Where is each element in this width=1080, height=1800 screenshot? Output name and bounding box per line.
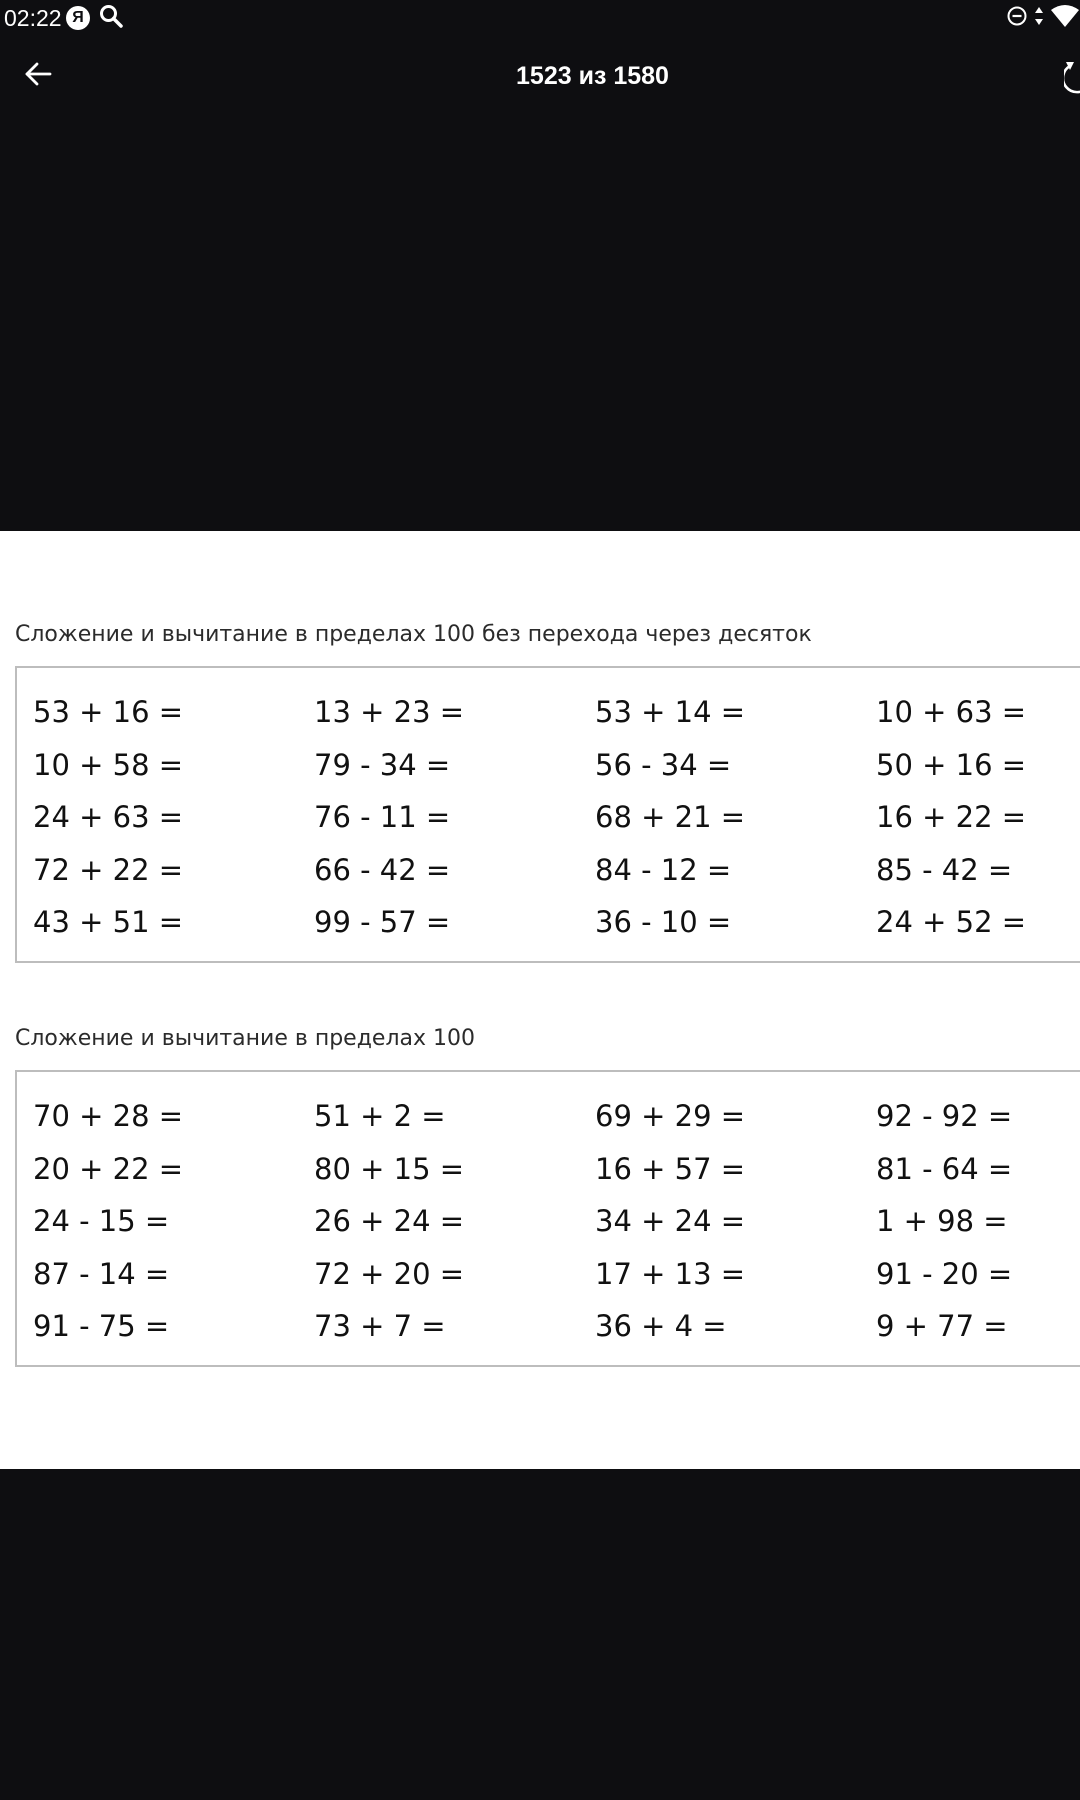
exercise: 99 - 57 = (314, 905, 451, 939)
exercise: 72 + 22 = (33, 852, 184, 887)
exercise: 76 - 11 = (314, 800, 451, 834)
wifi-icon (1050, 4, 1080, 32)
exercise: 43 + 51 = (33, 905, 184, 939)
section-title: Сложение и вычитание в пределах 100 без перехода через десяток (15, 622, 812, 647)
exercise: 50 + 16 = (876, 747, 1027, 782)
exercise: 70 + 28 = (33, 1099, 184, 1133)
exercise-box (15, 666, 1080, 963)
exercise: 16 + 57 = (595, 1151, 746, 1186)
exercise: 10 + 63 = (876, 695, 1027, 729)
exercise: 68 + 21 = (595, 800, 746, 834)
status-bar (0, 0, 1080, 36)
exercise-box (15, 1070, 1080, 1367)
exercise: 10 + 58 = (33, 747, 184, 782)
exercise: 87 - 14 = (33, 1256, 170, 1291)
exercise: 36 + 4 = (595, 1309, 727, 1343)
exercise-grid (33, 1096, 1080, 1359)
exercise: 24 + 52 = (876, 905, 1027, 939)
exercise: 24 - 15 = (33, 1204, 170, 1238)
rotate-button[interactable] (1064, 58, 1080, 98)
app-bar (0, 36, 1080, 116)
exercise: 69 + 29 = (595, 1099, 746, 1133)
exercise: 81 - 64 = (876, 1151, 1013, 1186)
exercise: 84 - 12 = (595, 852, 732, 887)
exercise: 66 - 42 = (314, 852, 451, 887)
exercise: 80 + 15 = (314, 1151, 465, 1186)
exercise: 24 + 63 = (33, 800, 184, 834)
exercise: 51 + 2 = (314, 1099, 446, 1133)
worksheet-image[interactable] (0, 531, 1080, 1469)
status-right-icons (1006, 5, 1080, 31)
exercise: 91 - 20 = (876, 1256, 1013, 1291)
do-not-disturb-icon (1006, 5, 1028, 31)
yandex-icon: Я (66, 6, 90, 30)
exercise: 91 - 75 = (33, 1309, 170, 1343)
section-title: Сложение и вычитание в пределах 100 (15, 1026, 476, 1051)
rotate-icon (1064, 83, 1080, 98)
exercise: 13 + 23 = (314, 695, 465, 729)
exercise: 85 - 42 = (876, 852, 1013, 887)
exercise: 92 - 92 = (876, 1099, 1013, 1133)
data-arrows-icon (1034, 5, 1044, 31)
exercise: 9 + 77 = (876, 1309, 1008, 1343)
image-counter: 1523 из 1580 (516, 62, 669, 90)
exercise: 17 + 13 = (595, 1256, 746, 1291)
exercise: 36 - 10 = (595, 905, 732, 939)
exercise: 16 + 22 = (876, 800, 1027, 834)
exercise: 26 + 24 = (314, 1204, 465, 1238)
exercise: 79 - 34 = (314, 747, 451, 782)
exercise: 72 + 20 = (314, 1256, 465, 1291)
status-left-icons (66, 5, 124, 31)
exercise: 53 + 16 = (33, 695, 184, 729)
status-time: 02:22 (4, 5, 62, 31)
exercise: 20 + 22 = (33, 1151, 184, 1186)
exercise: 1 + 98 = (876, 1204, 1008, 1238)
exercise: 53 + 14 = (595, 695, 746, 729)
exercise-grid (33, 692, 1080, 955)
exercise: 34 + 24 = (595, 1204, 746, 1238)
exercise: 56 - 34 = (595, 747, 732, 782)
exercise: 73 + 7 = (314, 1309, 446, 1343)
search-icon (98, 3, 124, 33)
